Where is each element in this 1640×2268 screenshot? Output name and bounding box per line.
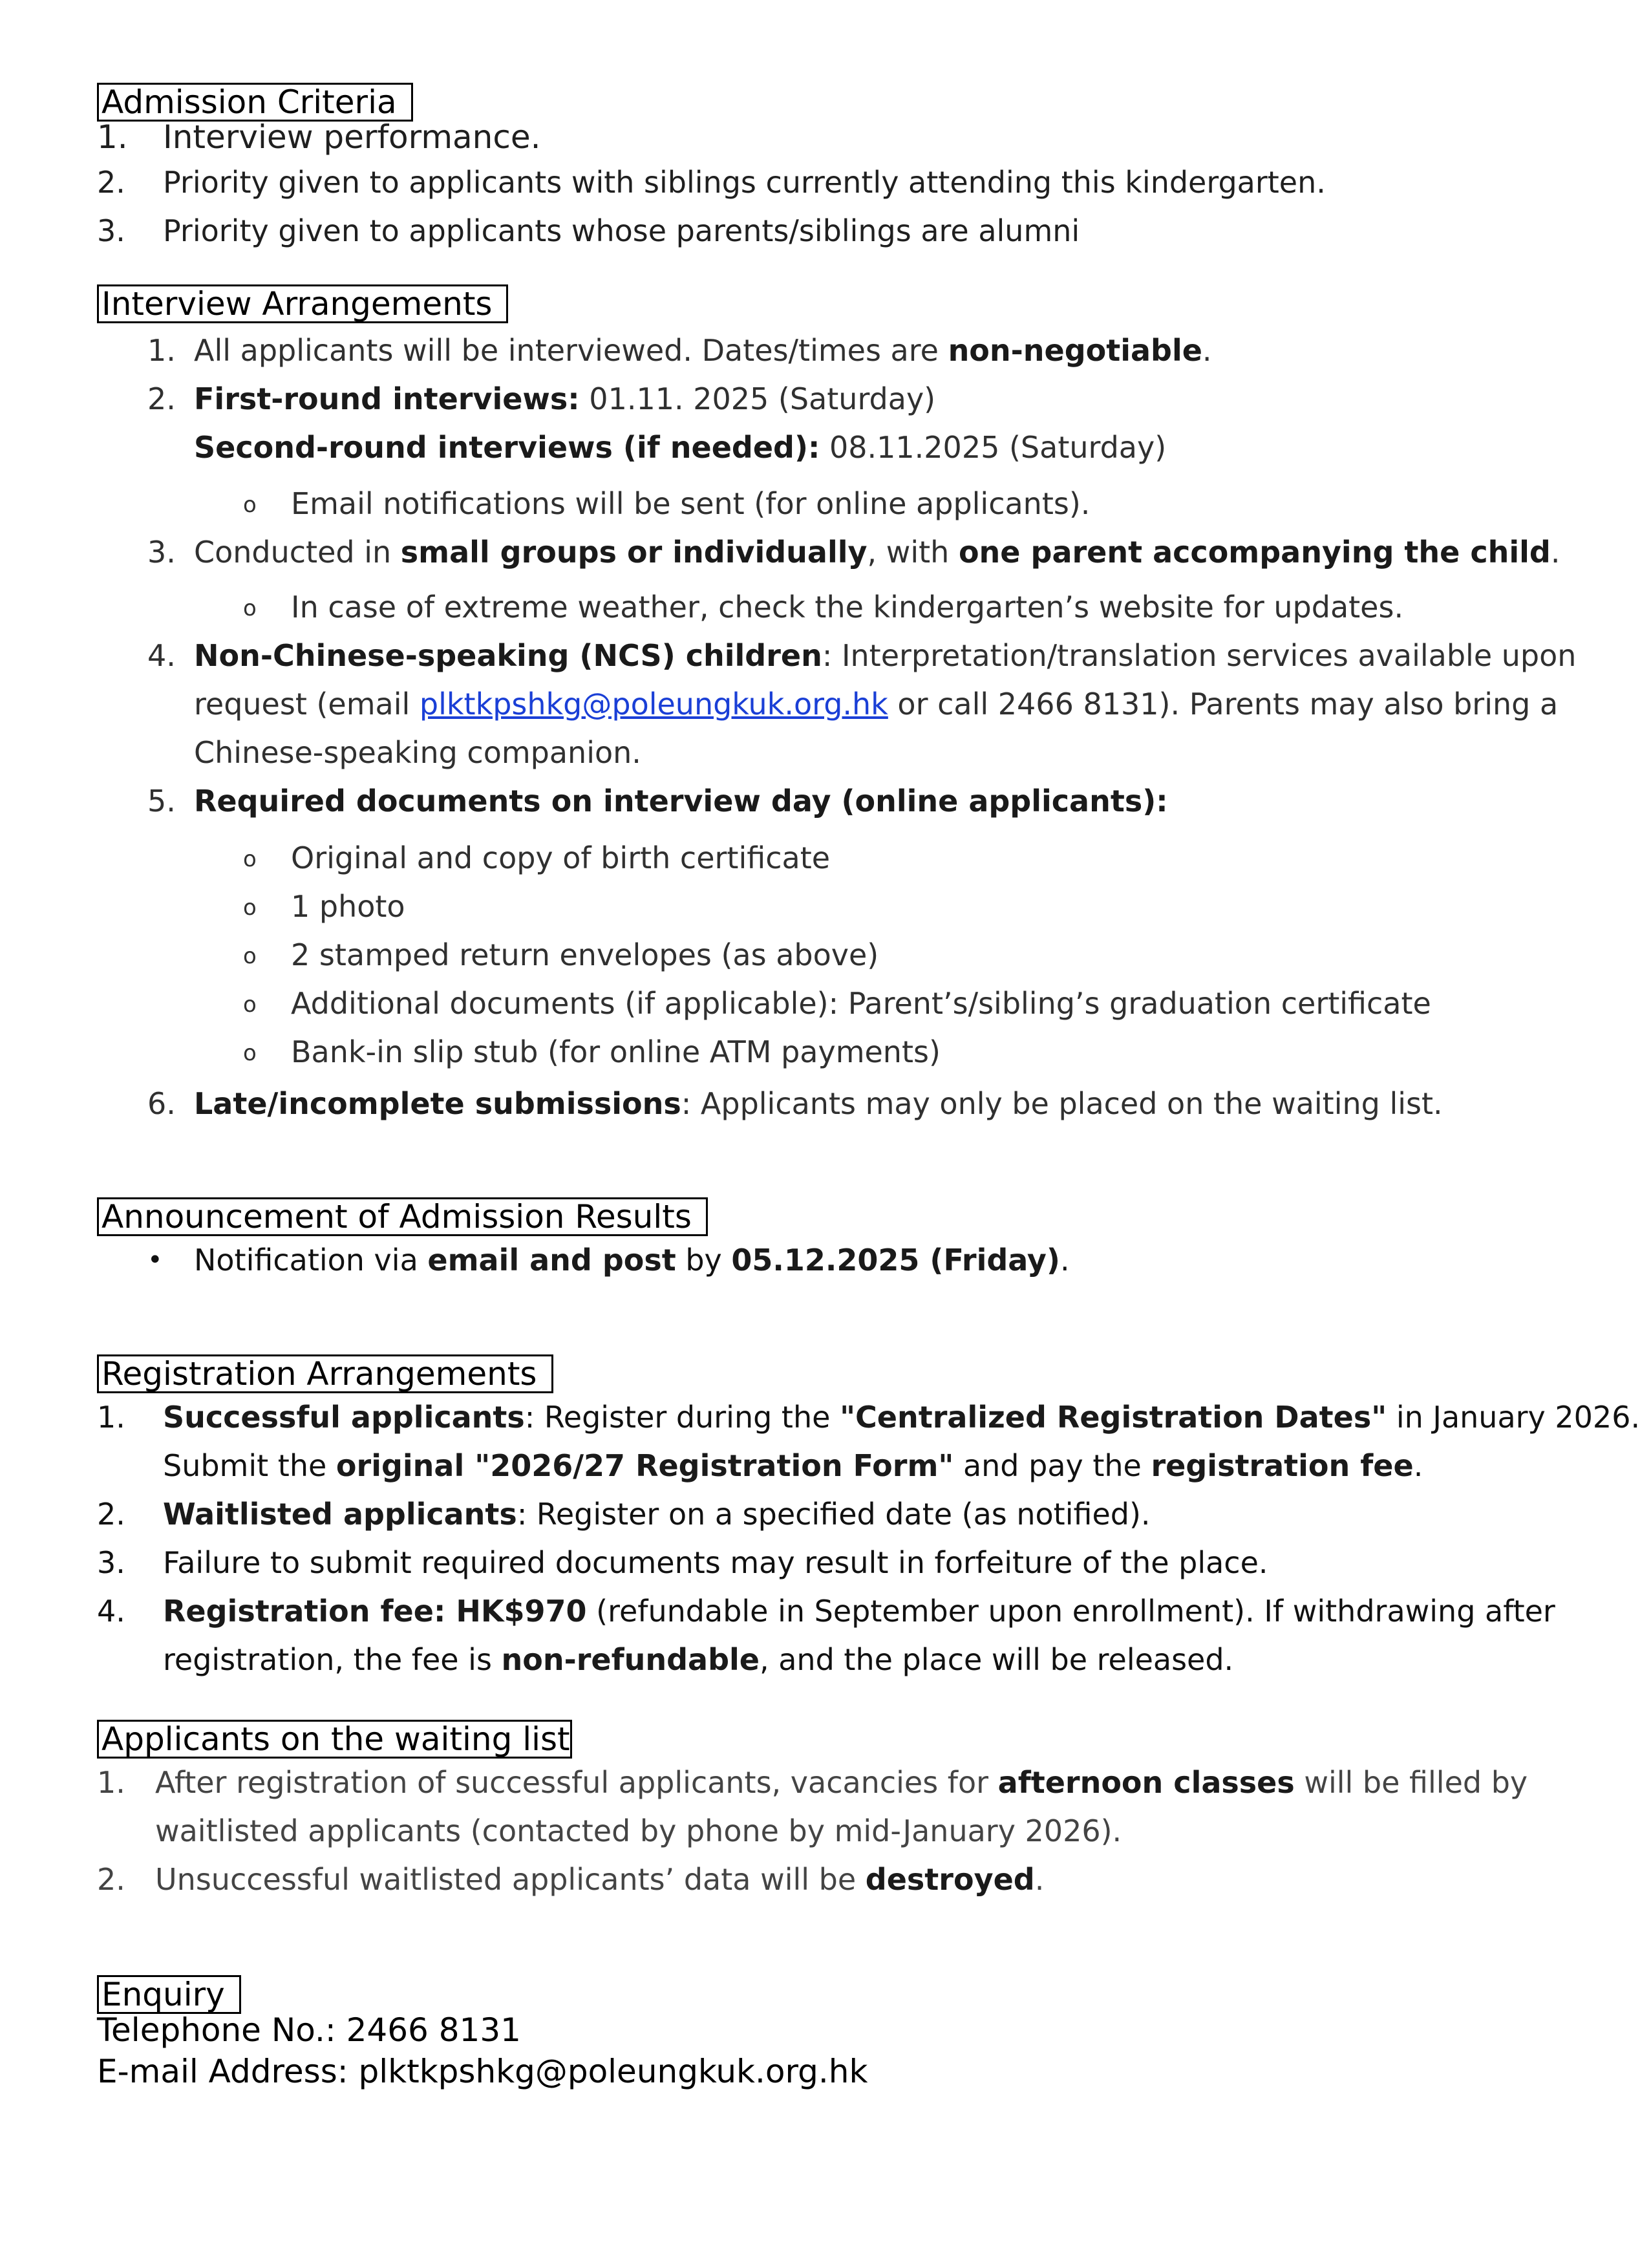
admission-criteria-heading: Admission Criteria bbox=[97, 83, 413, 122]
emphasis: small groups or individually bbox=[400, 535, 868, 570]
emphasis: email and post bbox=[427, 1243, 676, 1278]
list-text: waitlisted applicants (contacted by phone by mid-January 2026). bbox=[155, 1813, 1122, 1848]
punctuation: . bbox=[1413, 1448, 1423, 1483]
list-number: 3. bbox=[97, 1545, 125, 1580]
list-text: After registration of successful applicants, vacancies for bbox=[155, 1765, 998, 1800]
emphasis: afternoon classes bbox=[997, 1765, 1295, 1800]
interview-arrangements-heading: Interview Arrangements bbox=[97, 284, 508, 323]
enquiry-heading: Enquiry bbox=[97, 1975, 241, 2014]
list-number: 1. bbox=[97, 1765, 125, 1800]
hollow-bullet-icon: o bbox=[243, 895, 257, 921]
hollow-bullet-icon: o bbox=[243, 846, 257, 872]
list-number: 2. bbox=[97, 165, 125, 200]
list-text: Bank-in slip stub (for online ATM payments) bbox=[291, 1034, 941, 1069]
emphasis: First-round interviews: bbox=[194, 381, 580, 416]
punctuation: . bbox=[1202, 333, 1212, 368]
emphasis: destroyed bbox=[865, 1862, 1035, 1897]
list-number: 1. bbox=[97, 118, 128, 156]
registration-item-1-line-2 bbox=[163, 1442, 1423, 1490]
punctuation: . bbox=[1550, 535, 1560, 570]
punctuation: . bbox=[1034, 1862, 1045, 1897]
emphasis: non-negotiable bbox=[948, 333, 1202, 368]
list-text: 01.11. 2025 (Saturday) bbox=[579, 381, 936, 416]
interview-item-4-line-2 bbox=[194, 680, 1558, 729]
list-text: 2 stamped return envelopes (as above) bbox=[291, 937, 879, 972]
list-text: : Applicants may only be placed on the waiting list. bbox=[681, 1086, 1443, 1121]
list-text: : Interpretation/translation services available upon bbox=[822, 638, 1577, 673]
list-number: 5. bbox=[147, 784, 176, 818]
list-text: Conducted in bbox=[194, 535, 401, 570]
list-number: 1. bbox=[147, 333, 176, 368]
hollow-bullet-icon: o bbox=[243, 992, 257, 1018]
list-number: 2. bbox=[147, 381, 176, 416]
hollow-bullet-icon: o bbox=[243, 943, 257, 969]
list-text: will be filled by bbox=[1294, 1765, 1528, 1800]
list-text: (refundable in September upon enrollment). If withdrawing after bbox=[586, 1594, 1555, 1629]
list-text: Failure to submit required documents may result in forfeiture of the place. bbox=[163, 1545, 1268, 1580]
list-number: 3. bbox=[147, 535, 176, 570]
list-text: Notification via bbox=[194, 1243, 428, 1278]
list-number: 6. bbox=[147, 1086, 176, 1121]
waiting-item-1-line-2 bbox=[155, 1807, 1122, 1856]
list-text: request (email bbox=[194, 687, 420, 722]
list-number: 4. bbox=[97, 1594, 125, 1629]
announcement-heading: Announcement of Admission Results bbox=[97, 1197, 708, 1236]
list-text: , with bbox=[867, 535, 959, 570]
list-text: in January 2026. bbox=[1387, 1400, 1640, 1435]
emphasis: "Centralized Registration Dates" bbox=[840, 1400, 1387, 1435]
list-text: In case of extreme weather, check the kindergarten’s website for updates. bbox=[291, 590, 1404, 625]
emphasis: Successful applicants bbox=[163, 1400, 525, 1435]
list-number: 1. bbox=[97, 1400, 125, 1435]
list-text: Email notifications will be sent (for online applicants). bbox=[291, 486, 1091, 521]
emphasis: Required documents on interview day (online applicants): bbox=[194, 784, 1168, 818]
list-text: Submit the bbox=[163, 1448, 336, 1483]
emphasis: non-refundable bbox=[501, 1642, 760, 1677]
registration-item-4-line-2 bbox=[163, 1636, 1233, 1684]
emphasis: registration fee bbox=[1151, 1448, 1414, 1483]
list-number: 2. bbox=[97, 1497, 125, 1532]
list-text: and pay the bbox=[953, 1448, 1151, 1483]
list-text: Unsuccessful waitlisted applicants’ data will be bbox=[155, 1862, 866, 1897]
emphasis: 05.12.2025 (Friday) bbox=[731, 1243, 1060, 1278]
hollow-bullet-icon: o bbox=[243, 1040, 257, 1066]
list-text: Additional documents (if applicable): Parent’s/sibling’s graduation certificate bbox=[291, 986, 1431, 1021]
list-text: Chinese-speaking companion. bbox=[194, 735, 641, 770]
hollow-bullet-icon: o bbox=[243, 595, 257, 621]
list-text: Priority given to applicants whose parents/siblings are alumni bbox=[163, 213, 1080, 248]
email-link[interactable]: plktkpshkg@poleungkuk.org.hk bbox=[419, 687, 888, 722]
list-text: All applicants will be interviewed. Dates/times are bbox=[194, 333, 948, 368]
interview-item-4-line-3 bbox=[194, 729, 641, 777]
list-text: : Register during the bbox=[524, 1400, 840, 1435]
list-text: registration, the fee is bbox=[163, 1642, 502, 1677]
list-text: Priority given to applicants with siblings currently attending this kindergarten. bbox=[163, 165, 1326, 200]
emphasis: original "2026/27 Registration Form" bbox=[335, 1448, 954, 1483]
bullet-icon: • bbox=[147, 1245, 163, 1275]
hollow-bullet-icon: o bbox=[243, 492, 257, 518]
emphasis: Waitlisted applicants bbox=[163, 1497, 517, 1532]
list-text: Interview performance. bbox=[163, 118, 541, 156]
emphasis: Late/incomplete submissions bbox=[194, 1086, 681, 1121]
emphasis: Second-round interviews (if needed): bbox=[194, 430, 820, 465]
emphasis: Registration fee: HK$970 bbox=[163, 1594, 587, 1629]
enquiry-email: E-mail Address: plktkpshkg@poleungkuk.org.hk bbox=[97, 2053, 868, 2090]
list-text: 08.11.2025 (Saturday) bbox=[820, 430, 1167, 465]
emphasis: one parent accompanying the child bbox=[958, 535, 1551, 570]
enquiry-phone: Telephone No.: 2466 8131 bbox=[97, 2011, 521, 2049]
registration-heading: Registration Arrangements bbox=[97, 1354, 553, 1393]
punctuation: . bbox=[1060, 1243, 1070, 1278]
list-text: 1 photo bbox=[291, 889, 405, 924]
list-number: 4. bbox=[147, 638, 176, 673]
list-text: Original and copy of birth certificate bbox=[291, 840, 831, 875]
list-text: by bbox=[676, 1243, 732, 1278]
list-number: 3. bbox=[97, 213, 125, 248]
emphasis: Non-Chinese-speaking (NCS) children bbox=[194, 638, 822, 673]
list-text: or call 2466 8131). Parents may also bring a bbox=[888, 687, 1559, 722]
waiting-list-heading: Applicants on the waiting list bbox=[97, 1720, 572, 1759]
interview-item-2-second-round bbox=[194, 423, 1166, 472]
list-text: : Register on a specified date (as notified). bbox=[516, 1497, 1151, 1532]
list-text: , and the place will be released. bbox=[760, 1642, 1234, 1677]
list-number: 2. bbox=[97, 1862, 125, 1897]
